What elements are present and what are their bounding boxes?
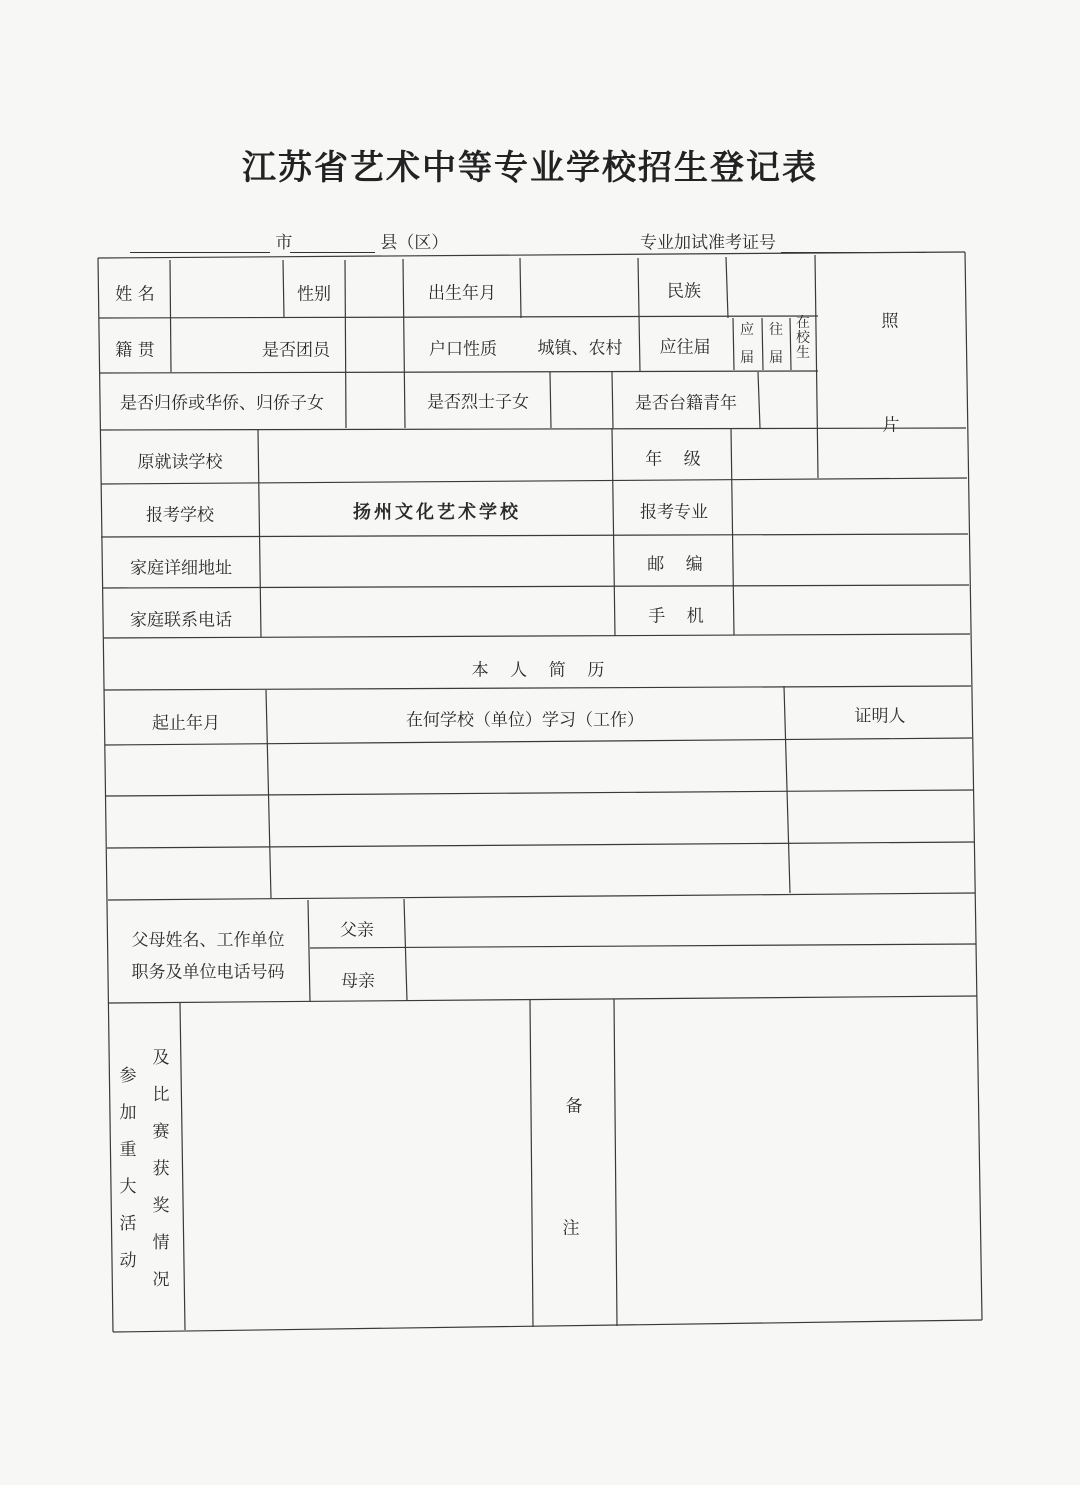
parents-label-line1: 父母姓名、工作单位 (131, 930, 285, 951)
league-member-label: 是否团员 (262, 340, 330, 361)
taiwan-field[interactable] (761, 374, 816, 426)
resume-where-3[interactable] (274, 851, 784, 897)
apply-major-field[interactable] (736, 481, 964, 531)
grad-type-label: 应往届 (659, 337, 711, 358)
gender-label: 性别 (297, 284, 331, 305)
martyr-label: 是否烈士子女 (427, 392, 529, 413)
address-field[interactable] (263, 539, 611, 586)
county-suffix: 县（区） (380, 233, 449, 253)
overseas-label: 是否归侨或华侨、归侨子女 (120, 393, 324, 414)
remarks-label-top: 备 (565, 1096, 583, 1117)
resume-where-1[interactable] (272, 747, 782, 793)
gender-field[interactable] (347, 262, 402, 316)
home-phone-field[interactable] (264, 590, 612, 636)
birth-field[interactable] (522, 261, 637, 316)
resume-period-1[interactable] (108, 748, 266, 794)
grad-student-option[interactable]: 在校生 (796, 315, 810, 361)
witness-header: 证明人 (854, 706, 906, 727)
postcode-field[interactable] (737, 537, 965, 583)
apply-major-label: 报考专业 (640, 502, 708, 523)
overseas-field[interactable] (348, 375, 402, 427)
grade-label: 年 级 (645, 449, 701, 470)
hukou-label: 户口性质 (429, 339, 497, 360)
hukou-options[interactable]: 城镇、农村 (537, 338, 623, 359)
ethnicity-field[interactable] (729, 260, 814, 316)
resume-witness-1[interactable] (791, 742, 971, 788)
martyr-field[interactable] (553, 375, 611, 427)
remarks-field[interactable] (620, 1002, 978, 1320)
native-place-label: 籍 贯 (115, 340, 155, 361)
resume-heading: 本 人 简 历 (471, 660, 605, 681)
home-phone-label: 家庭联系电话 (130, 610, 232, 631)
resume-period-2[interactable] (109, 800, 267, 846)
mobile-field[interactable] (738, 588, 966, 633)
name-field[interactable] (172, 262, 282, 316)
apply-school-label: 报考学校 (146, 505, 214, 526)
city-suffix: 市 (275, 233, 293, 253)
league-member-field[interactable] (347, 320, 402, 370)
exam-id-label: 专业加试准考证号 (640, 233, 776, 253)
birth-label: 出生年月 (428, 283, 496, 304)
remarks-label-bottom: 注 (562, 1218, 580, 1239)
activities-label-col1: 参加重大活动 (119, 1066, 137, 1271)
apply-school-value[interactable]: 扬州文化艺术学校 (353, 502, 521, 523)
activities-field[interactable] (188, 1006, 528, 1324)
parents-label-line2: 职务及单位电话号码 (131, 962, 285, 983)
resume-witness-3[interactable] (793, 846, 973, 892)
period-header: 起止年月 (152, 713, 220, 734)
mobile-label: 手 机 (648, 606, 704, 627)
photo-label-top: 照 (881, 311, 899, 332)
prev-school-field[interactable] (262, 432, 610, 482)
mother-field[interactable] (410, 950, 975, 996)
father-label: 父亲 (340, 920, 374, 941)
activities-label-col2: 及比赛获奖情况 (152, 1048, 170, 1290)
form-title: 江苏省艺术中等专业学校招生登记表 (242, 148, 818, 188)
grad-current-option[interactable]: 应届 (740, 322, 754, 366)
ethnicity-label: 民族 (667, 281, 701, 302)
where-header: 在何学校（单位）学习（工作） (406, 710, 644, 731)
grade-field[interactable] (735, 431, 815, 477)
resume-where-2[interactable] (273, 799, 783, 845)
postcode-label: 邮 编 (647, 554, 703, 575)
grad-past-option[interactable]: 往届 (769, 322, 783, 366)
father-field[interactable] (409, 901, 974, 945)
name-label: 姓 名 (115, 284, 155, 305)
address-label: 家庭详细地址 (130, 558, 232, 579)
prev-school-label: 原就读学校 (137, 452, 223, 473)
photo-label-bottom: 片 (882, 415, 900, 436)
mother-label: 母亲 (341, 971, 375, 992)
resume-witness-2[interactable] (792, 794, 972, 840)
taiwan-label: 是否台籍青年 (635, 393, 737, 414)
resume-period-3[interactable] (110, 852, 268, 898)
photo-box[interactable] (820, 256, 964, 476)
